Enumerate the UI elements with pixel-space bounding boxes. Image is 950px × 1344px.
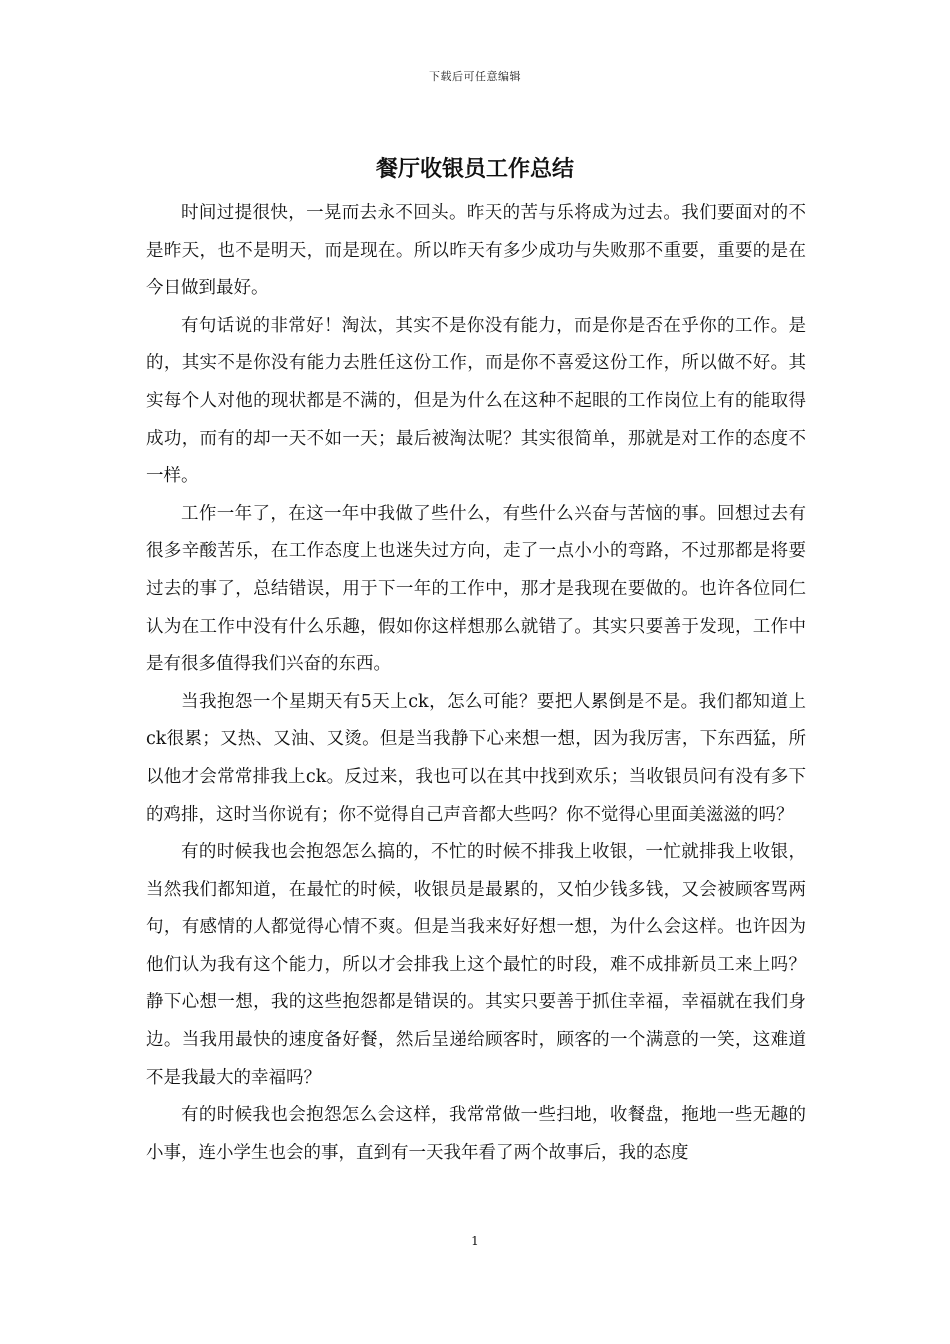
page-number: 1 (471, 1234, 479, 1248)
header-note: 下载后可任意编辑 (429, 70, 521, 83)
paragraph-5: 有的时候我也会抱怨怎么搞的，不忙的时候不排我上收银，一忙就排我上收银，当然我们都知道，在最忙的时候，收银员是最累的，又怕少钱多钱，又会被顾客骂两句，有感情的人都觉得心情不爽。但是当我来好好想一想，为什么会这样。也许因为他们认为我有这个能力，所以才会排我上这个最忙的时段，难不成排新员工来上吗？静下心想一想，我的这些抱怨都是错误的。其实只要善于抓住幸福，幸福就在我们身边。当我用最快的速度备好餐，然后呈递给顾客时，顾客的一个满意的一笑，这难道不是我最大的幸福吗？ (146, 842, 806, 1088)
paragraph-1: 时间过提很快，一晃而去永不回头。昨天的苦与乐将成为过去。我们要面对的不是昨天，也不是明天，而是现在。所以昨天有多少成功与失败那不重要，重要的是在今日做到最好。 (146, 203, 806, 299)
paragraph-3: 工作一年了，在这一年中我做了些什么，有些什么兴奋与苦恼的事。回想过去有很多辛酸苦乐，在工作态度上也迷失过方向，走了一点小小的弯路，不过那都是将要过去的事了，总结错误，用于下一年的工作中，那才是我现在要做的。也许各位同仁认为在工作中没有什么乐趣，假如你这样想那么就错了。其实只要善于发现，工作中是有很多值得我们兴奋的东西。 (146, 503, 806, 675)
paragraph-6: 有的时候我也会抱怨怎么会这样，我常常做一些扫地，收餐盘，拖地一些无趣的小事，连小学生也会的事，直到有一天我年看了两个故事后，我的态度 (146, 1105, 806, 1163)
paragraph-2: 有句话说的非常好！淘汰，其实不是你没有能力，而是你是否在乎你的工作。是的，其实不是你没有能力去胜任这份工作，而是你不喜爱这份工作，所以做不好。其实每个人对他的现状都是不满的，但是为什么在这种不起眼的工作岗位上有的能取得成功，而有的却一天不如一天；最后被淘汰呢？其实很简单，那就是对工作的态度不一样。 (146, 315, 806, 487)
paragraph-4: 当我抱怨一个星期天有5天上ck，怎么可能？要把人累倒是不是。我们都知道上ck很累；又热、又油、又烫。但是当我静下心来想一想，因为我厉害，下东西猛，所以他才会常常排我上ck。反过来，我也可以在其中找到欢乐；当收银员问有没有多下的鸡排，这时当你说有；你不觉得自己声音都大些吗？你不觉得心里面美滋滋的吗？ (146, 691, 806, 825)
document-body (146, 195, 806, 1172)
document-title: 餐厅收银员工作总结 (375, 157, 574, 182)
